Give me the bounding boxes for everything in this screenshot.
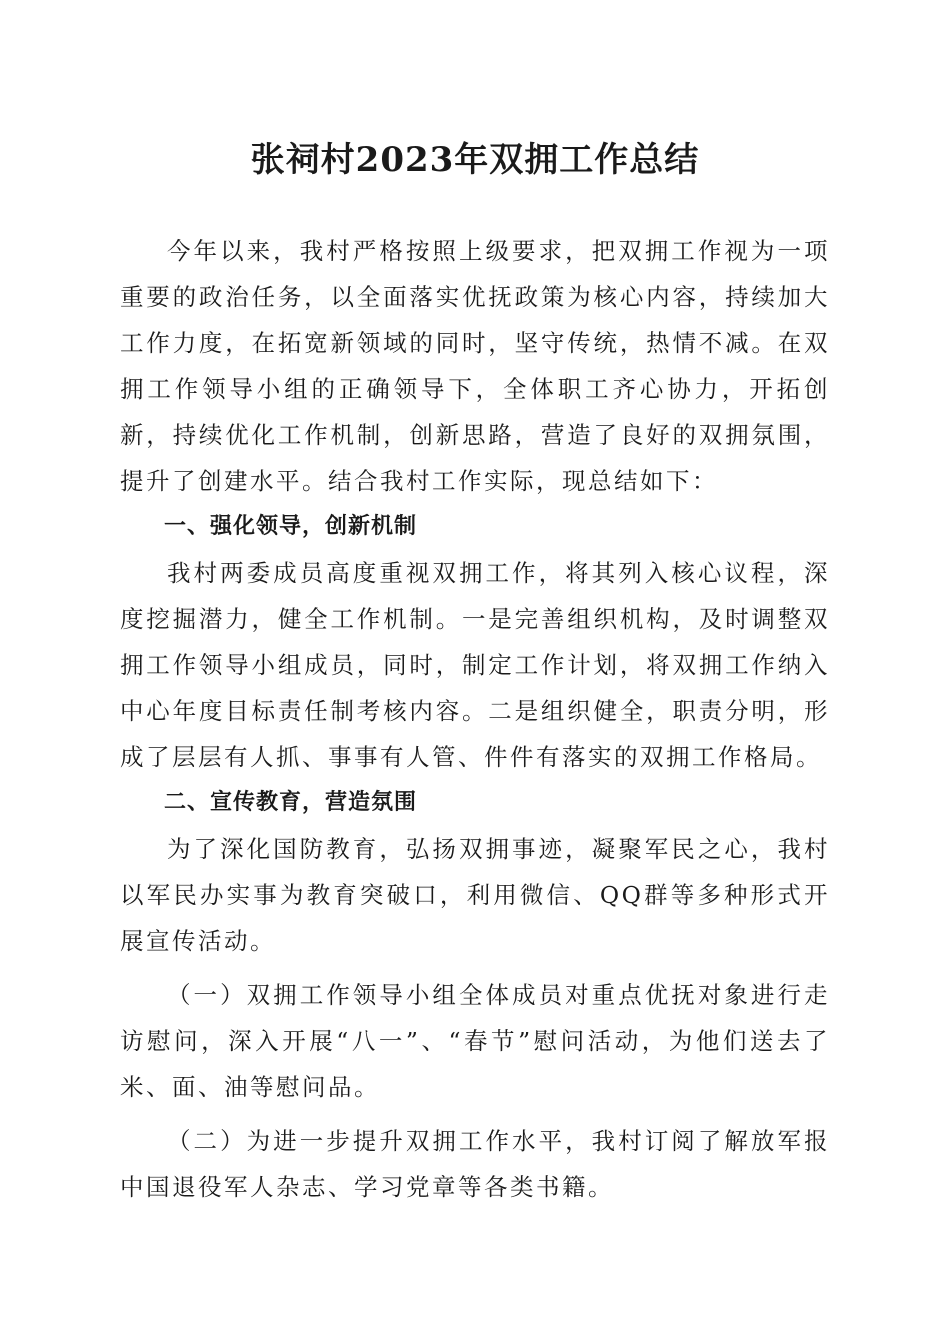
section-1-paragraph-1: 我村两委成员高度重视双拥工作，将其列入核心议程，深度挖掘潜力，健全工作机制。一是完善组织机构，及时调整双拥工作领导小组成员，同时，制定工作计划，将双拥工作纳入中心年度目标责任制考核内容。二是组织健全，职责分明，形成了层层有人抓、事事有人管、件件有落实的双拥工作格局。 [120, 559, 830, 771]
section-2-paragraph-1: 为了深化国防教育，弘扬双拥事迹，凝聚军民之心，我村以军民办实事为教育突破口，利用微信、QQ群等多种形式开展宣传活动。 [120, 835, 830, 955]
section-2-paragraph-2: （一）双拥工作领导小组全体成员对重点优抚对象进行走访慰问，深入开展“八一”、“春节”慰问活动，为他们送去了米、面、油等慰问品。 [120, 981, 830, 1101]
section-heading-2: 二、宣传教育，营造氛围 [164, 790, 418, 815]
document-body [120, 228, 830, 1210]
document-title: 张祠村2023年双拥工作总结 [250, 140, 700, 180]
section-heading-1: 一、强化领导，创新机制 [164, 514, 418, 539]
intro-paragraph: 今年以来，我村严格按照上级要求，把双拥工作视为一项重要的政治任务，以全面落实优抚政策为核心内容，持续加大工作力度，在拓宽新领域的同时，坚守传统，热情不减。在双拥工作领导小组的正确领导下，全体职工齐心协力，开拓创新，持续优化工作机制，创新思路，营造了良好的双拥氛围，提升了创建水平。结合我村工作实际，现总结如下： [120, 237, 830, 495]
section-2-paragraph-3: （二）为进一步提升双拥工作水平，我村订阅了解放军报中国退役军人杂志、学习党章等各类书籍。 [120, 1127, 830, 1201]
